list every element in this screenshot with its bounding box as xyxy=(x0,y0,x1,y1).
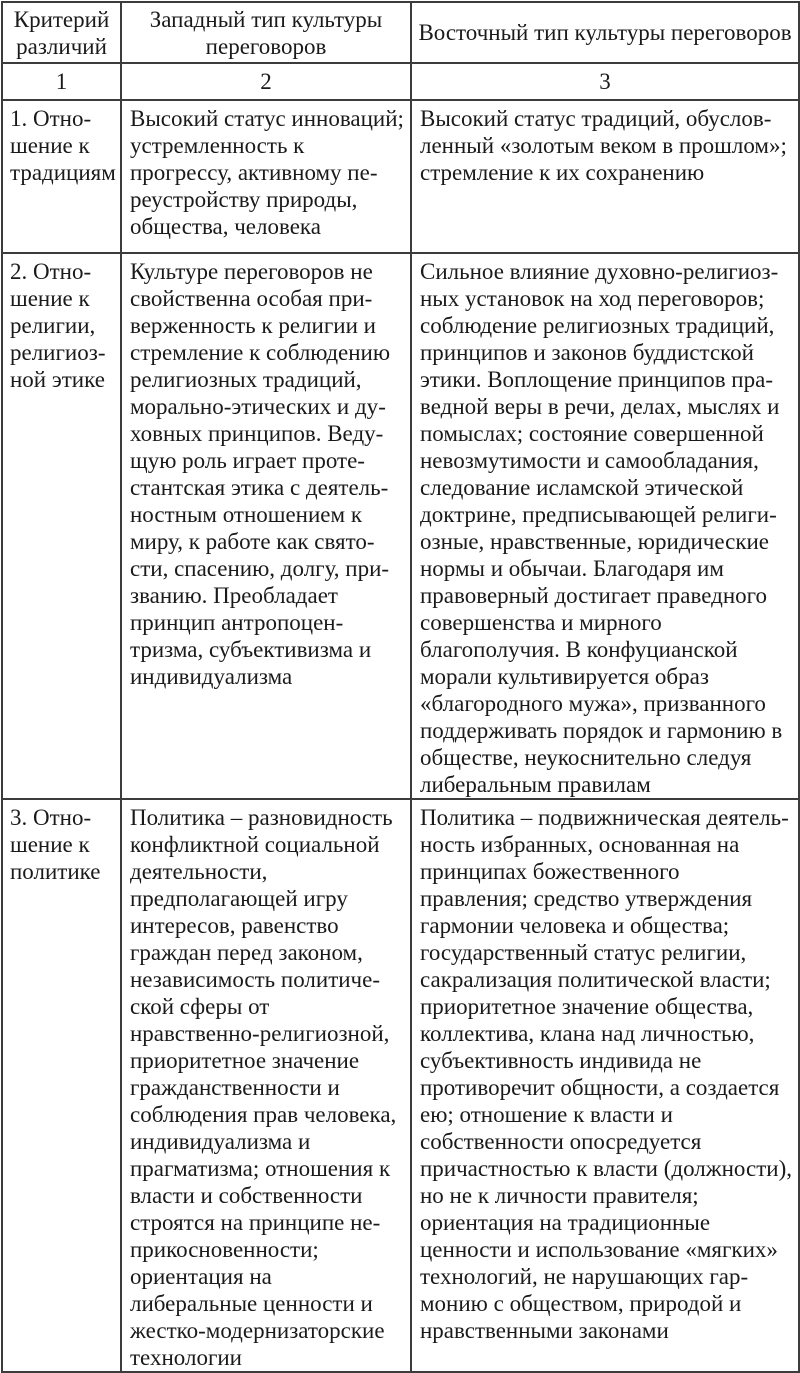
cell-criterion-religion: 2. Отношение к религии, религиозной этике xyxy=(2,253,121,799)
header-cell-western: Западный тип культуры переговоров xyxy=(121,2,411,63)
cell-criterion-traditions: 1. Отношение к традициям xyxy=(2,100,121,253)
column-number-2: 2 xyxy=(121,63,411,100)
table-row-politics xyxy=(2,799,799,1372)
header-row xyxy=(2,2,799,63)
cell-western-politics: Политика – разновидность конфликтной социальной деятельности, предполагающей игру интересов, равенство граждан перед законом, независимость политической сферы от нравственно-религиозной, приоритетное значение гражданственности и соблюдения прав человека, индивидуализма и прагматизма; отношения к власти и собственности строятся на принципе неприкосновенности; ориентация на либеральные ценности и жестко-модернизаторские технологии xyxy=(121,799,411,1372)
cell-eastern-politics: Политика – подвижническая деятельность избранных, основанная на принципах божественного правления; средство утверждения гармонии человека и общества; государственный статус религии, сакрализация политической власти; приоритетное значение общества, коллектива, клана над личностью, субъективность индивида не противоречит общности, а создается ею; отношение к власти и собственности опосредуется причастностью к власти (должности), но не к личности правителя; ориентация на традиционные ценности и использование «мягких» технологий, не нарушающих гармонию с обществом, природой и нравственными законами xyxy=(411,799,799,1372)
cell-eastern-traditions: Высокий статус традиций, обусловленный «золотым веком в прошлом»; стремление к их сохранению xyxy=(411,100,799,253)
comparison-table xyxy=(1,1,800,1373)
cell-western-religion: Культуре переговоров не свойственна особая приверженность к религии и стремление к соблюдению религиозных традиций, морально-этических и духовных принципов. Ведущую роль играет протестантская этика с деятельностным отношением к миру, к работе как святости, спасению, долгу, призванию. Преобладает принцип антропоцентризма, субъективизма и индивидуализма xyxy=(121,253,411,799)
table-row-religion xyxy=(2,253,799,799)
column-number-1: 1 xyxy=(2,63,121,100)
table-row-traditions xyxy=(2,100,799,253)
cell-western-traditions: Высокий статус инноваций; устремленность к прогрессу, активному переустройству природы, общества, человека xyxy=(121,100,411,253)
cell-criterion-politics: 3. Отношение к политике xyxy=(2,799,121,1372)
header-cell-criterion: Критерий различий xyxy=(2,2,121,63)
cell-eastern-religion: Сильное влияние духовно-религиозных установок на ход переговоров; соблюдение религиозных традиций, принципов и законов буддистской этики. Воплощение принципов праведной веры в речи, делах, мыслях и помыслах; состояние совершенной невозмутимости и самообладания, следование исламской этической доктрине, предписывающей религиозные, нравственные, юридические нормы и обычаи. Благодаря им правоверный достигает праведного совершенства и мирного благополучия. В конфуцианской морали культивируется образ «благородного мужа», призванного поддерживать порядок и гармонию в обществе, неукоснительно следуя либеральным правилам xyxy=(411,253,799,799)
column-number-3: 3 xyxy=(411,63,799,100)
column-number-row xyxy=(2,63,799,100)
header-cell-eastern: Восточный тип культуры переговоров xyxy=(411,2,799,63)
